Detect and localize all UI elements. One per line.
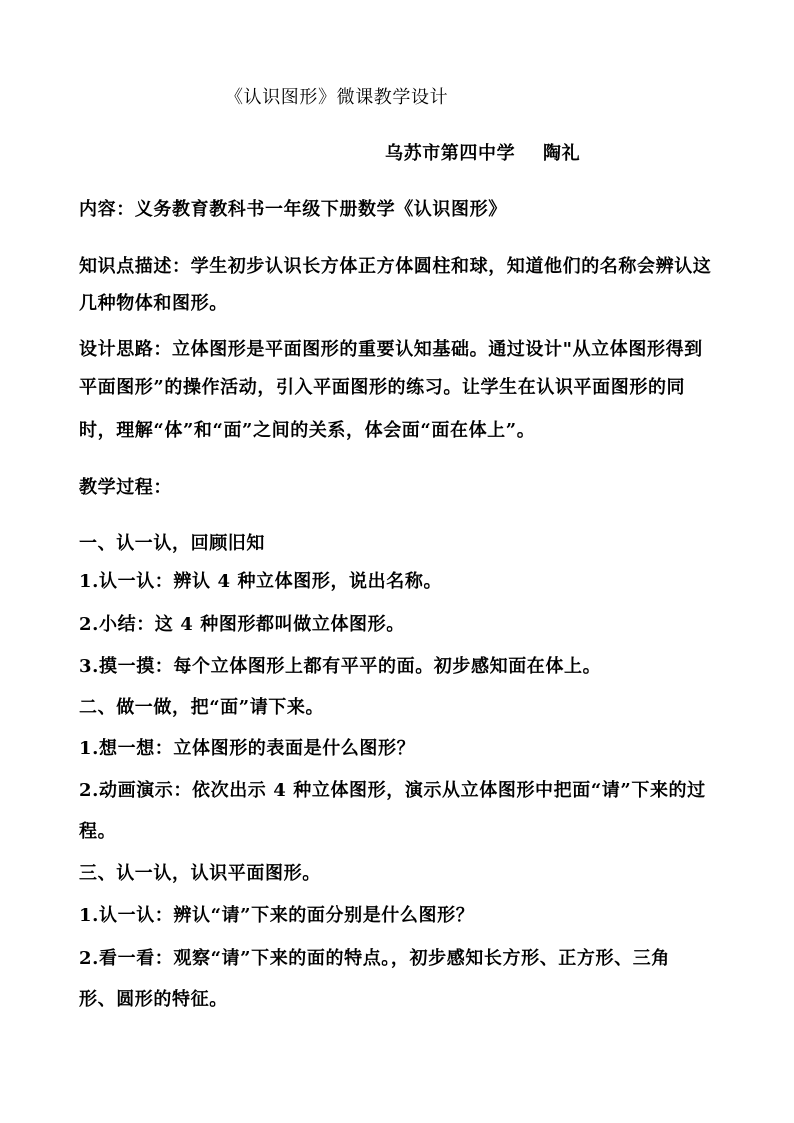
design-line: 时，理解“体”和“面”之间的关系，体会面“面在体上”。 — [79, 420, 536, 441]
knowledge-line: 几种物体和图形。 — [79, 293, 228, 314]
process-step: 1.想一想：立体图形的表面是什么图形？ — [79, 738, 416, 759]
author-school: 乌苏市第四中学 — [385, 143, 516, 164]
process-heading: 教学过程： — [79, 477, 172, 498]
process-step: 2.看一看：观察“请”下来的面的特点。，初步感知长方形、正方形、三角 — [79, 948, 670, 969]
section-heading: 三、认一认，认识平面图形。 — [79, 863, 321, 884]
process-step: 2.小结：这 4 种图形都叫做立体图形。 — [79, 614, 405, 635]
section-heading: 二、做一做，把“面”请下来。 — [79, 697, 325, 718]
design-line: 设计思路：立体图形是平面图形的重要认知基础。通过设计"从立体图形得到 — [79, 339, 703, 360]
process-step: 程。 — [79, 821, 117, 842]
process-step: 形、圆形的特征。 — [79, 989, 228, 1010]
author-name: 陶礼 — [543, 143, 581, 164]
process-step: 1.认一认：辨认“请”下来的面分别是什么图形？ — [79, 905, 475, 926]
section-heading: 一、认一认，回顾旧知 — [79, 533, 265, 554]
content-line: 内容：义务教育教科书一年级下册数学《认识图形》 — [79, 199, 507, 220]
design-line: 平面图形”的操作活动，引入平面图形的练习。让学生在认识平面图形的同 — [79, 377, 686, 398]
document-title: 《认识图形》微课教学设计 — [225, 87, 449, 108]
knowledge-line: 知识点描述：学生初步认识长方体正方体圆柱和球，知道他们的名称会辨认这 — [79, 256, 712, 277]
process-step: 1.认一认：辨认 4 种立体图形，说出名称。 — [79, 571, 443, 592]
process-step: 3.摸一摸：每个立体图形上都有平平的面。初步感知面在体上。 — [79, 656, 602, 677]
process-step: 2.动画演示：依次出示 4 种立体图形，演示从立体图形中把面“请”下来的过 — [79, 780, 706, 801]
